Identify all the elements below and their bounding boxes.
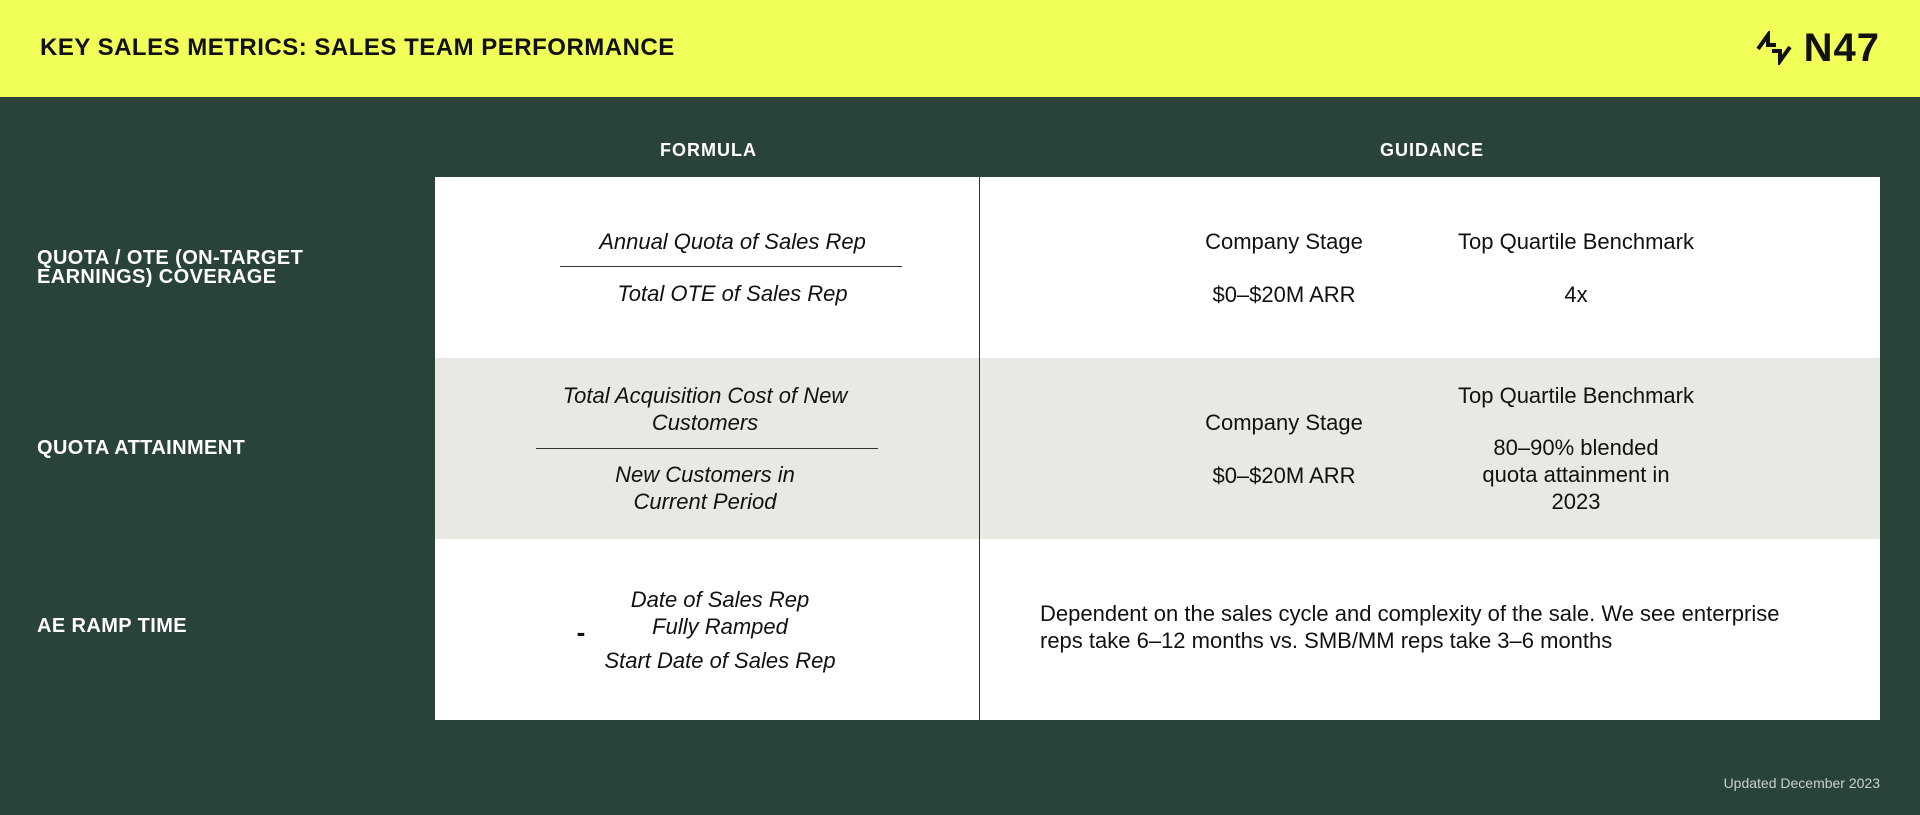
- formula-subtrahend: Start Date of Sales Rep: [604, 648, 836, 673]
- updated-note: Updated December 2023: [1723, 775, 1880, 791]
- page-title: KEY SALES METRICS: SALES TEAM PERFORMANCE: [40, 34, 675, 61]
- formula-column-header: FORMULA: [660, 140, 757, 160]
- formula-numerator: Annual Quota of Sales Rep: [599, 229, 866, 254]
- guidance-benchmark-header: Top Quartile Benchmark: [1458, 229, 1694, 254]
- fraction-line: [536, 448, 878, 449]
- formula-numerator: Total Acquisition Cost of New Customers: [562, 383, 848, 435]
- brand-logo: [1754, 28, 1880, 68]
- guidance-stage-value: $0–$20M ARR: [1212, 282, 1356, 307]
- row-label-ae-ramp: AE RAMP TIME: [37, 615, 187, 637]
- header-bar: [0, 0, 1920, 97]
- row-label-quota-ote: QUOTA / OTE (ON-TARGET EARNINGS) COVERAGE: [37, 247, 304, 288]
- column-divider: [979, 177, 980, 720]
- guidance-stage-value: $0–$20M ARR: [1212, 463, 1356, 488]
- guidance-stage-header: Company Stage: [1205, 229, 1363, 254]
- row-label-quota-attainment: QUOTA ATTAINMENT: [37, 437, 246, 459]
- guidance-text: Dependent on the sales cycle and complexity of the sale. We see enterprise reps take 6–12 months vs. SMB/MM reps take 3–6 months: [1040, 601, 1780, 653]
- formula-minuend: Date of Sales Rep Fully Ramped: [630, 587, 810, 639]
- formula-denominator: New Customers in Current Period: [615, 462, 795, 514]
- guidance-column-header: GUIDANCE: [1380, 140, 1485, 160]
- n47-mark-icon: [1754, 31, 1794, 65]
- formula-denominator: Total OTE of Sales Rep: [617, 281, 848, 306]
- guidance-benchmark-value: 80–90% blended quota attainment in 2023: [1482, 435, 1670, 514]
- row-quota-ote-panel: [435, 177, 1880, 358]
- guidance-benchmark-value: 4x: [1564, 282, 1588, 307]
- fraction-line: [560, 266, 902, 267]
- guidance-stage-header: Company Stage: [1205, 410, 1363, 435]
- logo-text: N47: [1803, 26, 1880, 70]
- minus-sign: -: [576, 617, 586, 647]
- guidance-benchmark-header: Top Quartile Benchmark: [1458, 383, 1694, 408]
